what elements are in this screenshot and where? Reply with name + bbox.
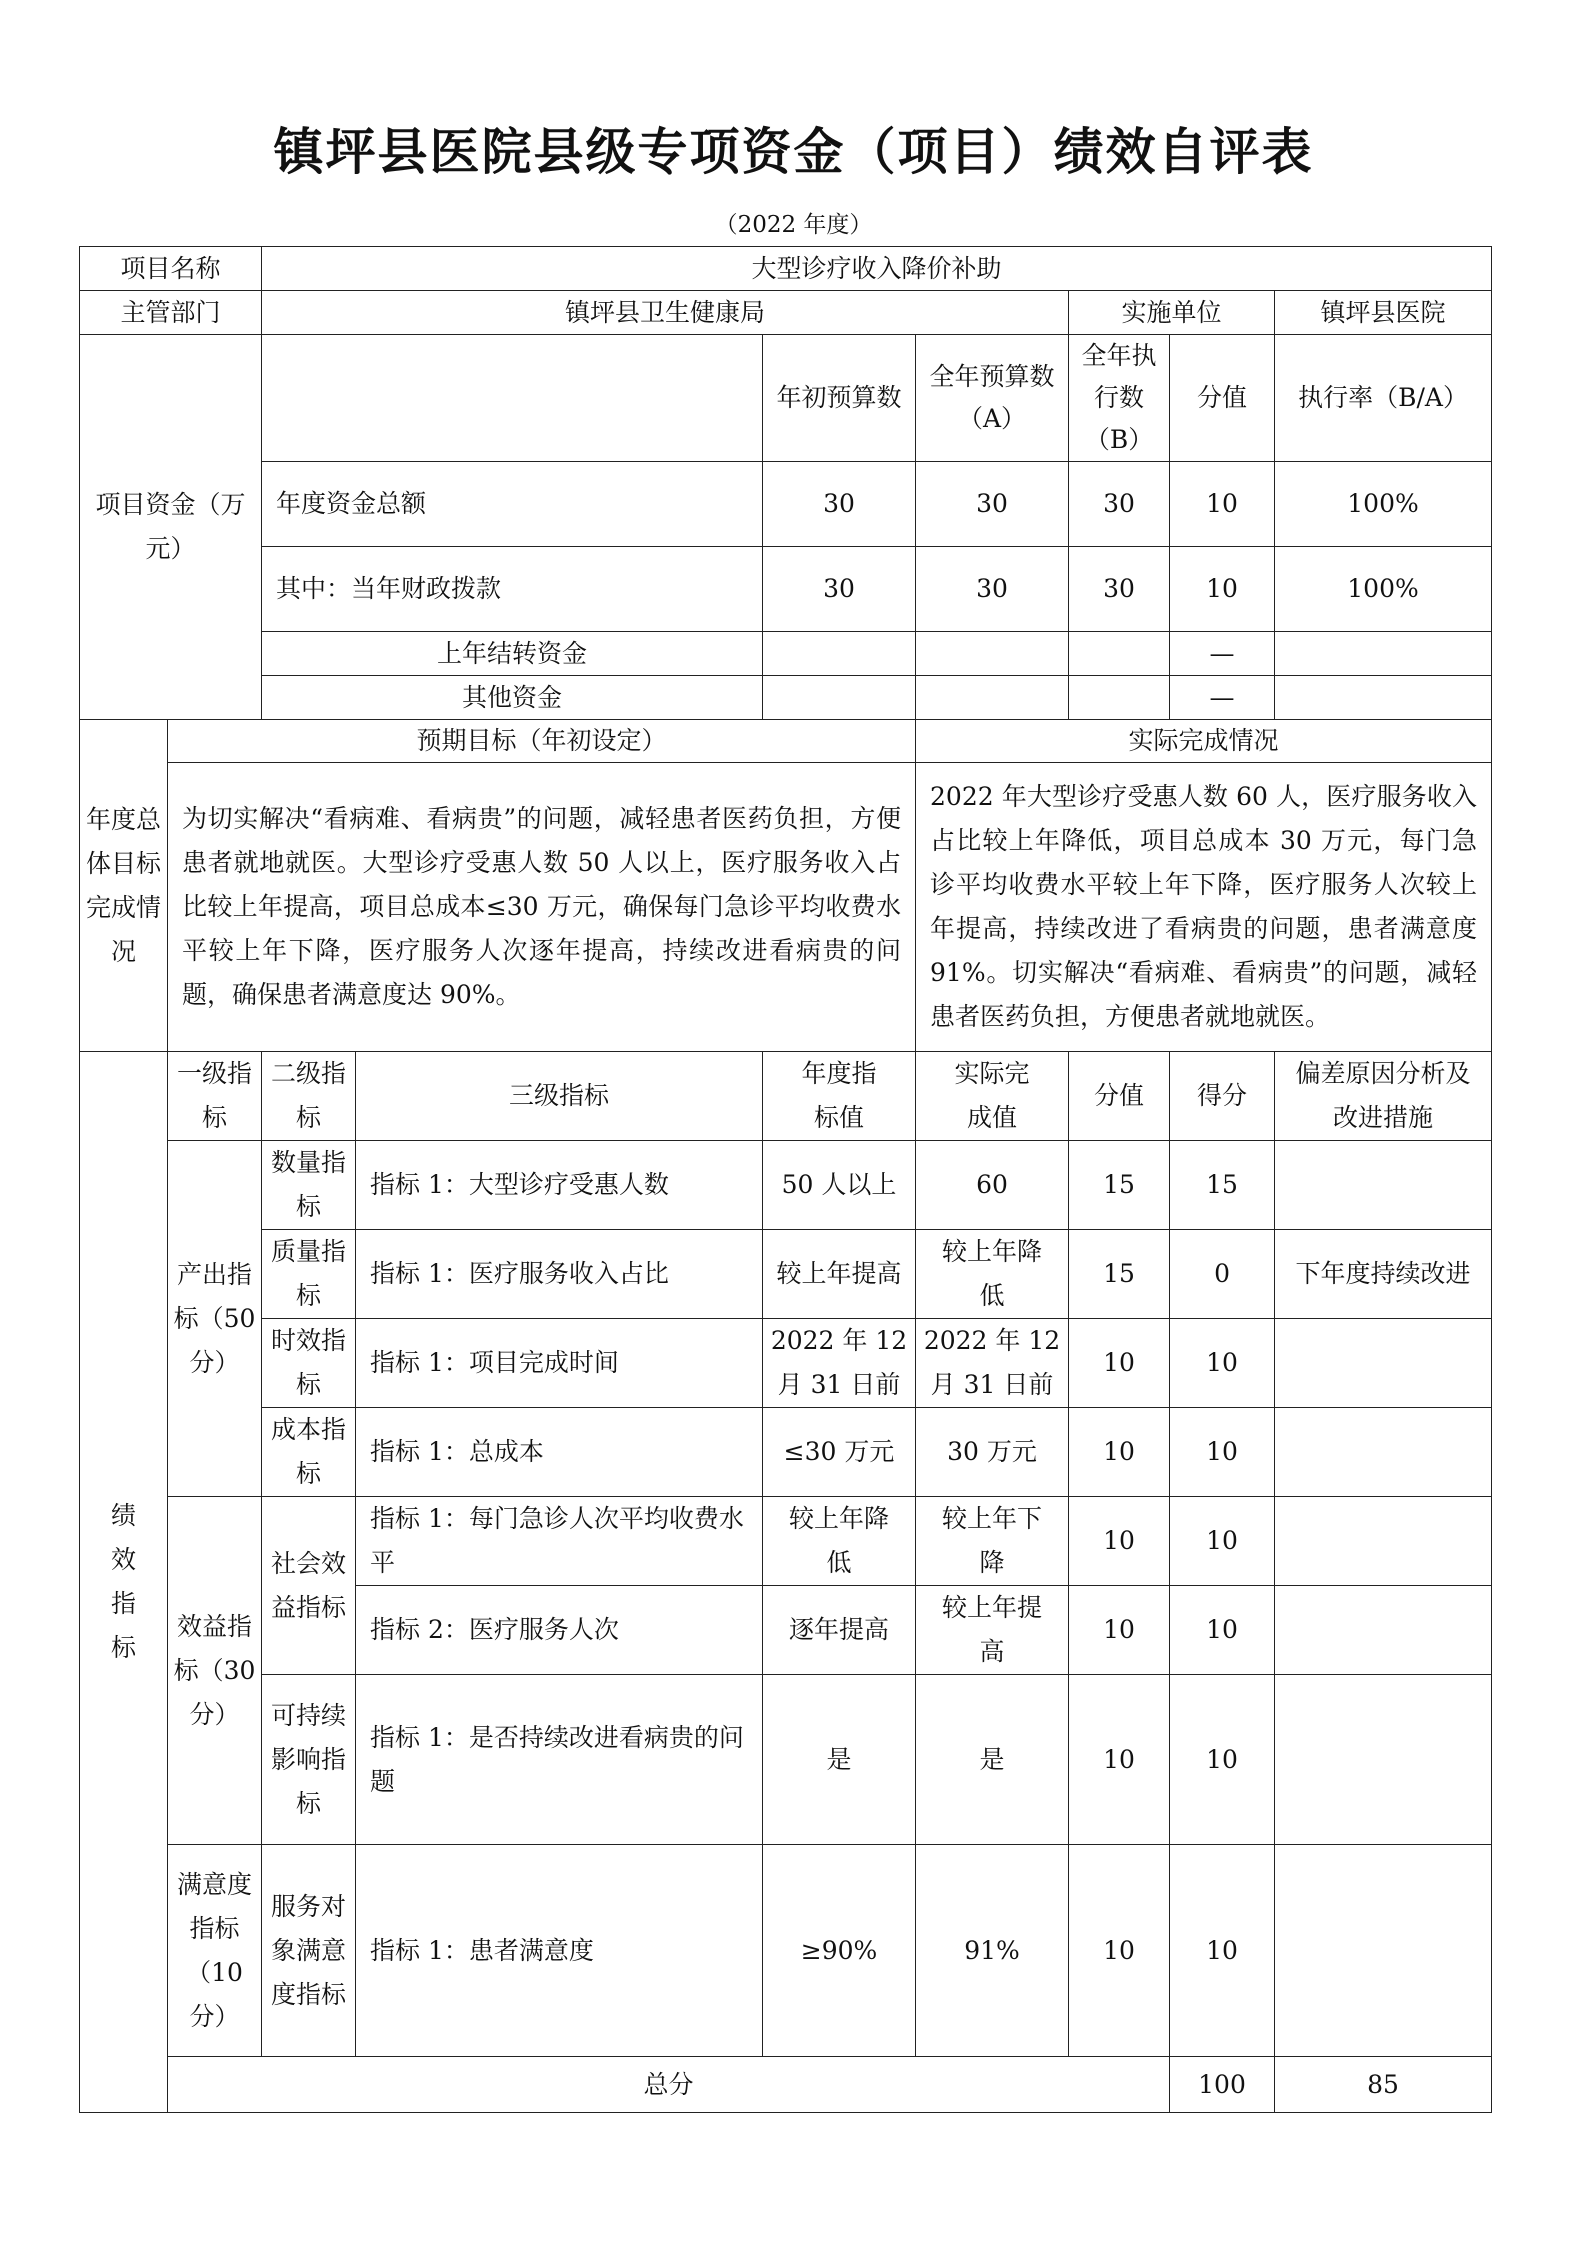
page-subtitle: （2022 年度） <box>714 212 873 238</box>
perf-target: 较上年提高 <box>763 1230 916 1319</box>
funds-row-name: 其他资金 <box>262 676 763 720</box>
perf-actual: 91% <box>916 1845 1069 2057</box>
perf-target: 2022 年 12 月 31 日前 <box>763 1319 916 1408</box>
funds-row-rate <box>1275 676 1492 720</box>
perf-target: 较上年降低 <box>763 1497 916 1586</box>
goals-expected-header: 预期目标（年初设定） <box>168 720 916 763</box>
perf-level2-sustainable: 可持续影响指标 <box>262 1675 356 1845</box>
perf-target: 是 <box>763 1675 916 1845</box>
perf-level1-satisfaction: 满意度指标（10 分） <box>168 1845 262 2057</box>
funds-header-rate: 执行率（B/A） <box>1275 335 1492 462</box>
perf-score: 10 <box>1170 1675 1275 1845</box>
perf-note <box>1275 1141 1492 1230</box>
perf-score: 10 <box>1170 1408 1275 1497</box>
perf-level2-cost: 成本指标 <box>262 1408 356 1497</box>
perf-header-target: 年度指标值 <box>763 1052 916 1141</box>
funds-row-init <box>763 676 916 720</box>
perf-header-score-val: 分值 <box>1069 1052 1170 1141</box>
funds-header-blank <box>262 335 763 462</box>
perf-indicator: 指标 1：患者满意度 <box>356 1845 763 2057</box>
funds-row-exec <box>1069 632 1170 676</box>
perf-level2-social: 社会效益指标 <box>262 1497 356 1675</box>
perf-note <box>1275 1497 1492 1586</box>
perf-header-level2: 二级指标 <box>262 1052 356 1141</box>
perf-actual: 2022 年 12 月 31 日前 <box>916 1319 1069 1408</box>
funds-header-score-val: 分值 <box>1170 335 1275 462</box>
perf-score-val: 10 <box>1069 1319 1170 1408</box>
perf-target: ≤30 万元 <box>763 1408 916 1497</box>
perf-note <box>1275 1845 1492 2057</box>
perf-indicator: 指标 1：医疗服务收入占比 <box>356 1230 763 1319</box>
funds-row-init <box>763 632 916 676</box>
funds-row-rate: 100% <box>1275 547 1492 632</box>
perf-note <box>1275 1586 1492 1675</box>
perf-score: 10 <box>1170 1319 1275 1408</box>
funds-row-exec: 30 <box>1069 462 1170 547</box>
perf-level2-quality: 质量指标 <box>262 1230 356 1319</box>
perf-indicator: 指标 1：项目完成时间 <box>356 1319 763 1408</box>
perf-header-score: 得分 <box>1170 1052 1275 1141</box>
perf-header-level3: 三级指标 <box>356 1052 763 1141</box>
goals-actual-header: 实际完成情况 <box>916 720 1492 763</box>
perf-actual: 较上年提高 <box>916 1586 1069 1675</box>
funds-row-rate <box>1275 632 1492 676</box>
total-label: 总分 <box>168 2057 1170 2113</box>
dept-label: 主管部门 <box>80 291 262 335</box>
funds-header-exec: 全年执行数（B） <box>1069 335 1170 462</box>
goals-label: 年度总体目标完成情况 <box>80 720 168 1052</box>
perf-level1-output: 产出指标（50 分） <box>168 1141 262 1497</box>
perf-note <box>1275 1675 1492 1845</box>
perf-score-val: 10 <box>1069 1586 1170 1675</box>
funds-row-init: 30 <box>763 462 916 547</box>
perf-actual: 较上年降低 <box>916 1230 1069 1319</box>
funds-row-annual <box>916 632 1069 676</box>
funds-header-annual: 全年预算数（A） <box>916 335 1069 462</box>
perf-label: 绩效指标 <box>80 1052 168 2113</box>
perf-level2-service: 服务对象满意度指标 <box>262 1845 356 2057</box>
perf-header-actual: 实际完成值 <box>916 1052 1069 1141</box>
perf-indicator: 指标 1：大型诊疗受惠人数 <box>356 1141 763 1230</box>
funds-row-score-val: 10 <box>1170 547 1275 632</box>
perf-target: ≥90% <box>763 1845 916 2057</box>
perf-target: 逐年提高 <box>763 1586 916 1675</box>
perf-actual: 是 <box>916 1675 1069 1845</box>
perf-indicator: 指标 2：医疗服务人次 <box>356 1586 763 1675</box>
perf-score-val: 10 <box>1069 1408 1170 1497</box>
perf-score: 10 <box>1170 1497 1275 1586</box>
perf-score: 10 <box>1170 1586 1275 1675</box>
page-title: 镇坪县医院县级专项资金（项目）绩效自评表 <box>273 122 1314 181</box>
perf-note: 下年度持续改进 <box>1275 1230 1492 1319</box>
performance-table <box>79 246 1492 2113</box>
funds-header-init: 年初预算数 <box>763 335 916 462</box>
total-score-val: 100 <box>1170 2057 1275 2113</box>
perf-score-val: 10 <box>1069 1497 1170 1586</box>
funds-row-name: 年度资金总额 <box>262 462 763 547</box>
perf-score-val: 10 <box>1069 1845 1170 2057</box>
project-name-label: 项目名称 <box>80 247 262 291</box>
perf-note <box>1275 1319 1492 1408</box>
dept-value: 镇坪县卫生健康局 <box>262 291 1069 335</box>
perf-score: 10 <box>1170 1845 1275 2057</box>
perf-note <box>1275 1408 1492 1497</box>
perf-actual: 30 万元 <box>916 1408 1069 1497</box>
funds-row-score-val: 10 <box>1170 462 1275 547</box>
perf-score: 15 <box>1170 1141 1275 1230</box>
perf-target: 50 人以上 <box>763 1141 916 1230</box>
funds-row-score-val: — <box>1170 632 1275 676</box>
goals-actual-text: 2022 年大型诊疗受惠人数 60 人，医疗服务收入占比较上年降低，项目总成本 30 万元，每门急诊平均收费水平较上年下降，医疗服务人次较上年提高，持续改进了看病贵的问题，患者满意度 91%。切实解决“看病难、看病贵”的问题，减轻患者医药负担，方便患者就地就医。 <box>916 763 1492 1052</box>
perf-indicator: 指标 1：是否持续改进看病贵的问题 <box>356 1675 763 1845</box>
impl-label: 实施单位 <box>1069 291 1275 335</box>
funds-row-init: 30 <box>763 547 916 632</box>
funds-row-rate: 100% <box>1275 462 1492 547</box>
perf-score: 0 <box>1170 1230 1275 1319</box>
funds-row-exec: 30 <box>1069 547 1170 632</box>
perf-indicator: 指标 1：总成本 <box>356 1408 763 1497</box>
perf-actual: 60 <box>916 1141 1069 1230</box>
perf-level1-benefit: 效益指标（30 分） <box>168 1497 262 1845</box>
perf-score-val: 15 <box>1069 1230 1170 1319</box>
funds-row-annual: 30 <box>916 547 1069 632</box>
perf-indicator: 指标 1：每门急诊人次平均收费水平 <box>356 1497 763 1586</box>
funds-row-annual <box>916 676 1069 720</box>
perf-actual: 较上年下降 <box>916 1497 1069 1586</box>
goals-expected-text: 为切实解决“看病难、看病贵”的问题，减轻患者医药负担，方便患者就地就医。大型诊疗受惠人数 50 人以上，医疗服务收入占比较上年提高，项目总成本≤30 万元，确保每门急诊平均收费水平较上年下降，医疗服务人次逐年提高，持续改进看病贵的问题，确保患者满意度达 90%。 <box>168 763 916 1052</box>
funds-row-annual: 30 <box>916 462 1069 547</box>
total-score: 85 <box>1275 2057 1492 2113</box>
perf-header-note: 偏差原因分析及改进措施 <box>1275 1052 1492 1141</box>
perf-level2-quantity: 数量指标 <box>262 1141 356 1230</box>
funds-row-exec <box>1069 676 1170 720</box>
impl-value: 镇坪县医院 <box>1275 291 1492 335</box>
perf-level2-timeliness: 时效指标 <box>262 1319 356 1408</box>
perf-score-val: 10 <box>1069 1675 1170 1845</box>
perf-header-level1: 一级指标 <box>168 1052 262 1141</box>
project-name-value: 大型诊疗收入降价补助 <box>262 247 1492 291</box>
funds-row-name: 上年结转资金 <box>262 632 763 676</box>
funds-label: 项目资金（万元） <box>80 335 262 720</box>
funds-row-score-val: — <box>1170 676 1275 720</box>
perf-score-val: 15 <box>1069 1141 1170 1230</box>
funds-row-name: 其中：当年财政拨款 <box>262 547 763 632</box>
